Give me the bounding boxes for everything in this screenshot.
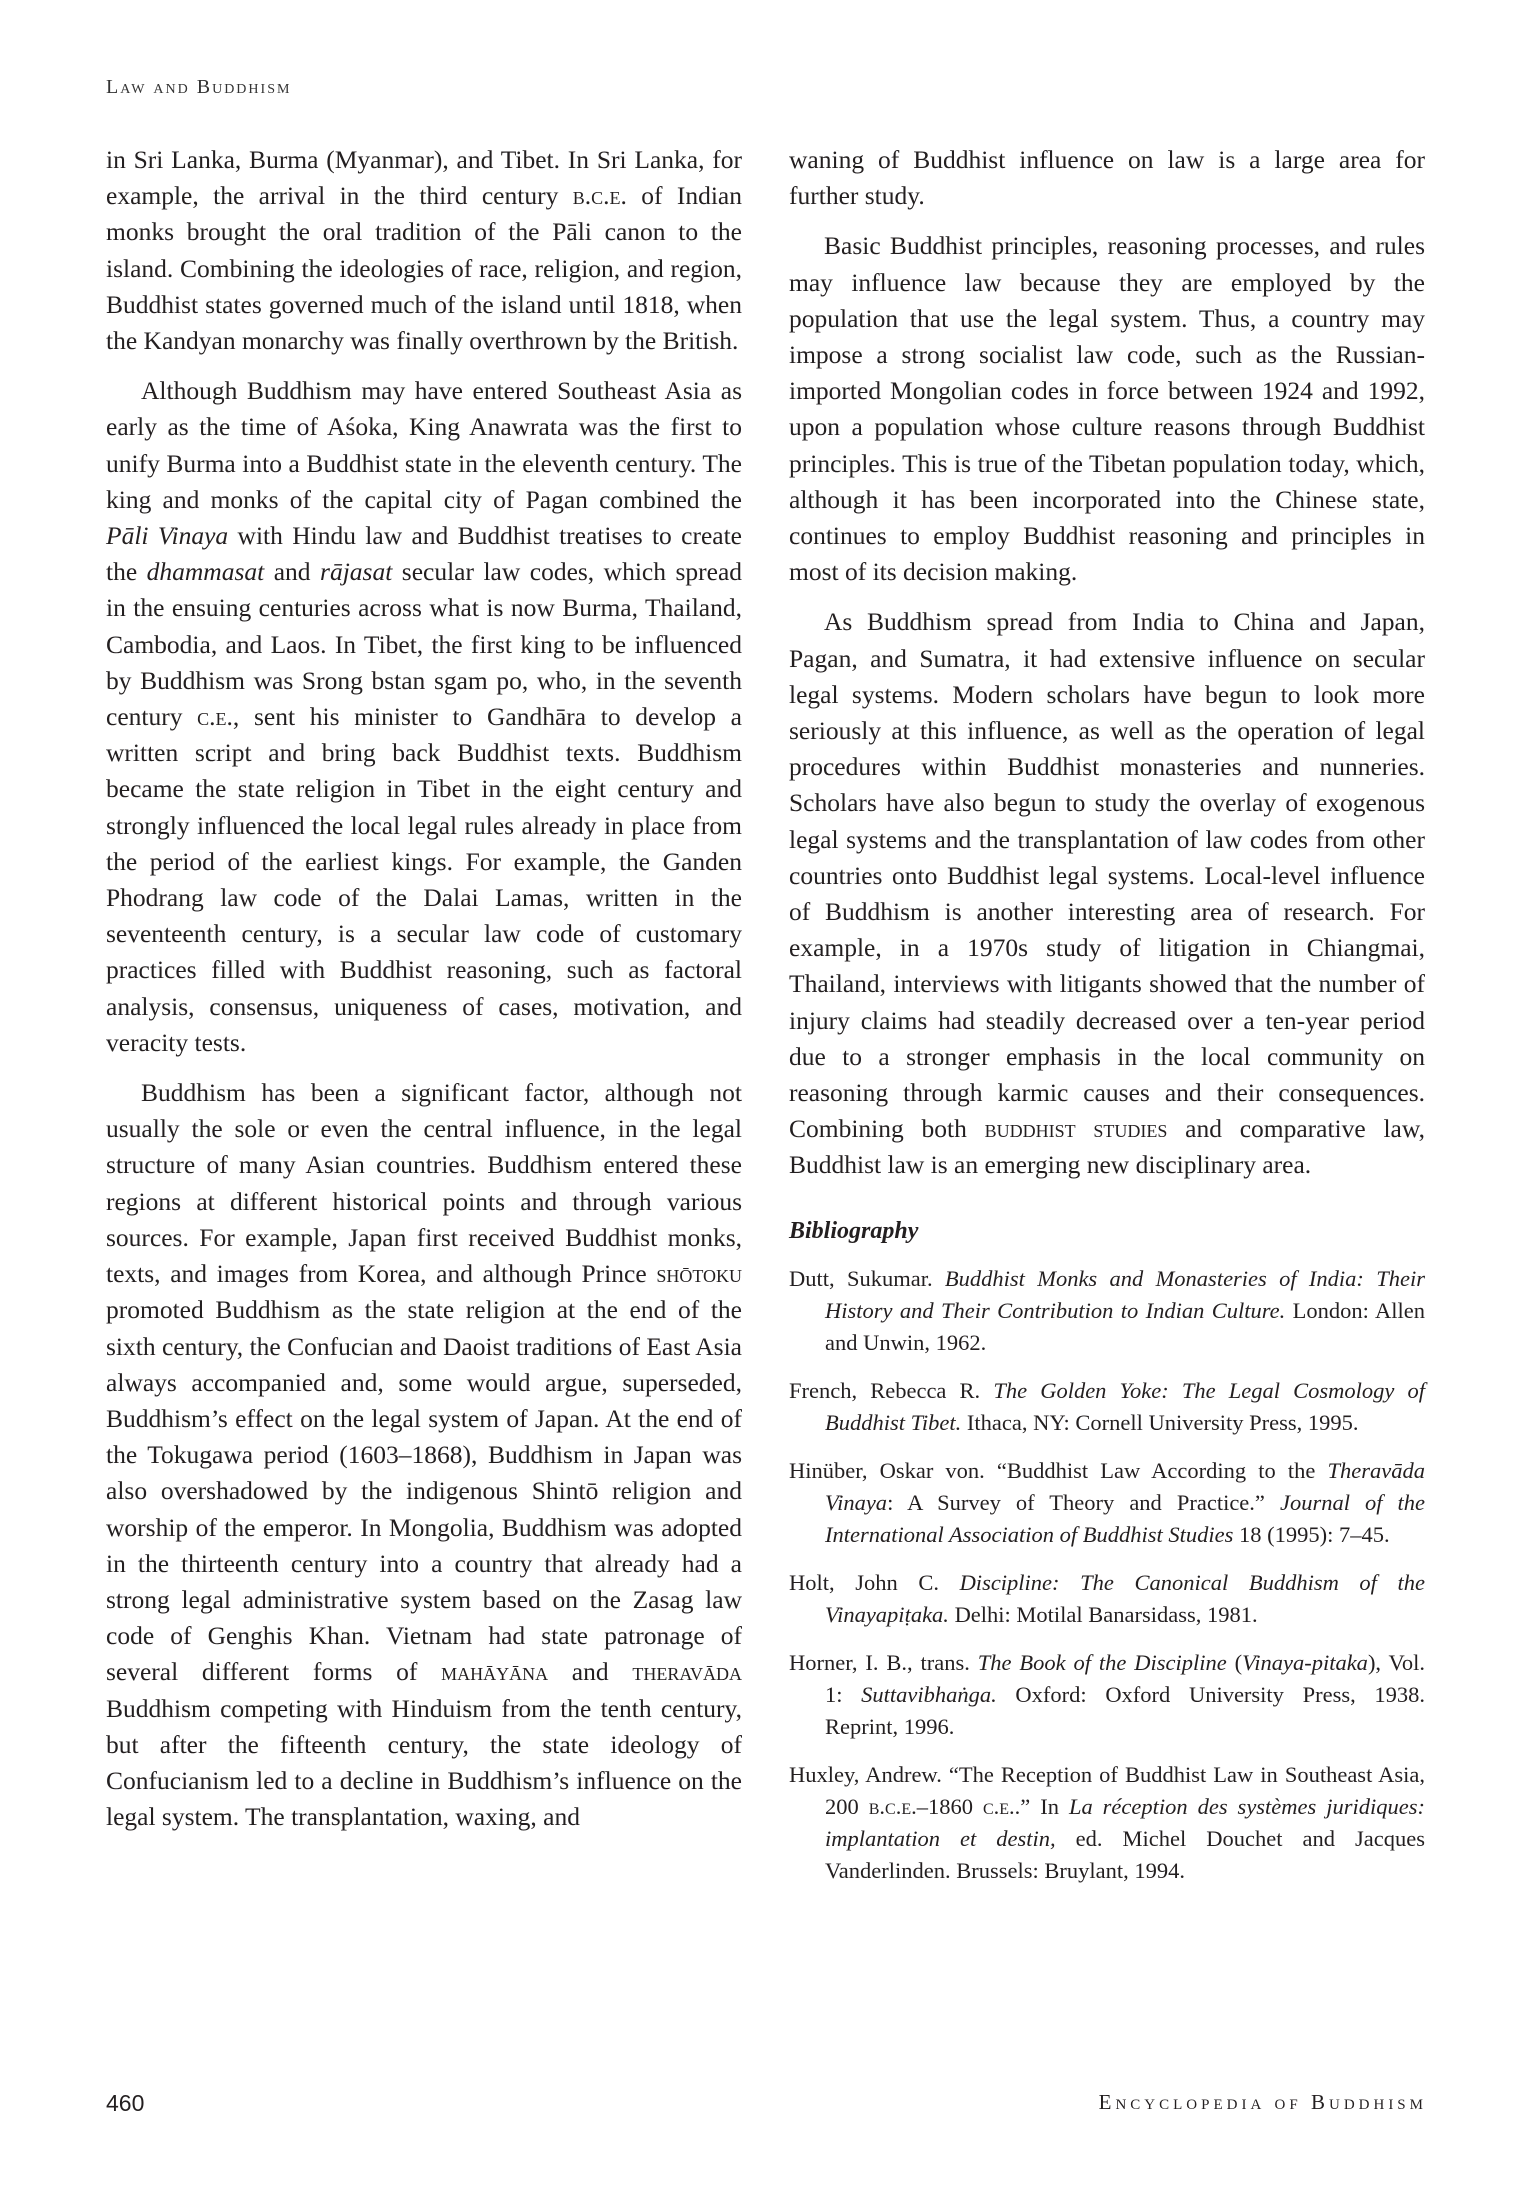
text-run: (: [1226, 1649, 1243, 1675]
text-run: Buddhism competing with Hinduism from the tenth century, but after the fifteenth century, the state ideology of Confucianism led to a decline in Buddhism’s influence on the legal system. The transplantation, waxing, and: [106, 1693, 742, 1832]
text-run: with Hindu law and Buddhist treatises to create the: [106, 521, 742, 587]
bibliography-entry: [789, 1647, 1425, 1743]
italic-text: The Golden Yoke: The Legal Cosmology of Buddhist Tibet.: [825, 1377, 1425, 1435]
text-run: Ithaca, NY: Cornell University Press, 1995.: [961, 1409, 1359, 1435]
text-run: Huxley, Andrew. “The Reception of Buddhist Law in Southeast Asia, 200: [789, 1761, 1425, 1819]
bibliography-entry: [789, 1263, 1425, 1359]
right-column-body: [789, 142, 1425, 1184]
text-run: –1860: [916, 1793, 983, 1819]
italic-text: Pāli Vinaya: [106, 521, 229, 551]
italic-text: The Book of the Discipline: [977, 1649, 1227, 1675]
text-run: Dutt, Sukumar.: [789, 1265, 945, 1291]
text-run: and comparative law, Buddhist law is an emerging new disciplinary area.: [789, 1114, 1425, 1180]
small-caps-text: b.c.e.: [868, 1793, 917, 1819]
paragraph: [789, 228, 1425, 590]
text-run: Oxford: Oxford University Press, 1938. Reprint, 1996.: [825, 1681, 1425, 1739]
text-run: Delhi: Motilal Banarsidass, 1981.: [948, 1601, 1258, 1627]
small-caps-text: c.e.: [982, 1793, 1015, 1819]
text-run: .” In: [1014, 1793, 1069, 1819]
bibliography-heading: Bibliography: [789, 1217, 919, 1244]
text-run: ), Vol. 1:: [825, 1649, 1426, 1707]
italic-text: La réception des systèmes juridiques: implantation et destin,: [825, 1793, 1426, 1851]
text-run: and: [548, 1657, 633, 1687]
paragraph: [789, 604, 1425, 1183]
text-run: Holt, John C.: [789, 1569, 960, 1595]
small-caps-text: buddhist studies: [984, 1114, 1168, 1144]
bibliography-entry: [789, 1455, 1425, 1551]
small-caps-text: b.c.e.: [572, 181, 627, 211]
text-run: , sent his minister to Gandhāra to develop a written script and bring back Buddhist texts. Buddhism became the state religion in Tibet in the eight century and strongly influenced the local legal rules already in place from the period of the earliest kings. For example, the Ganden Phodrang law code of the Dalai Lamas, written in the seventeenth century, is a secular law code of customary practices filled with Buddhist reasoning, such as factoral analysis, consensus, uniqueness of cases, motivation, and veracity tests.: [106, 702, 742, 1057]
text-run: 18 (1995): 7–45.: [1233, 1521, 1390, 1547]
italic-text: Buddhist Monks and Monasteries of India: Their History and Their Contribution to Indian Culture.: [825, 1265, 1425, 1323]
bibliography-entry: [789, 1375, 1425, 1439]
text-run: French, Rebecca R.: [789, 1377, 994, 1403]
small-caps-text: shōtoku: [656, 1259, 742, 1289]
bibliography-list: [789, 1263, 1425, 1887]
italic-text: Journal of the International Association of Buddhist Studies: [825, 1489, 1426, 1547]
paragraph: [106, 373, 742, 1061]
running-head: Law and Buddhism: [106, 76, 292, 98]
italic-text: Discipline: The Canonical Buddhism of the Vinayapiṭaka.: [825, 1569, 1426, 1627]
small-caps-text: c.e.: [197, 702, 233, 732]
text-run: in Sri Lanka, Burma (Myanmar), and Tibet. In Sri Lanka, for example, the arrival in the third century: [106, 145, 742, 211]
text-run: promoted Buddhism as the state religion at the end of the sixth century, the Confucian and Daoist traditions of East Asia always accompanied and, some would argue, superseded, Buddhism’s effect on the legal system of Japan. At the end of the Tokugawa period (1603–1868), Buddhism in Japan was also overshadowed by the indigenous Shintō religion and worship of the emperor. In Mongolia, Buddhism was adopted in the thirteenth century into a country that already had a strong legal administrative system based on the Zasag law code of Genghis Khan. Vietnam had state patronage of several different forms of: [106, 1295, 742, 1687]
text-run: : A Survey of Theory and Practice.”: [887, 1489, 1280, 1515]
footer-book-title: Encyclopedia of Buddhism: [1098, 2090, 1427, 2114]
italic-text: dhammasat: [146, 557, 265, 587]
text-run: Hinüber, Oskar von. “Buddhist Law According to the: [789, 1457, 1328, 1483]
text-run: of Indian monks brought the oral tradition of the Pāli canon to the island. Combining the ideologies of race, religion, and region, Buddhist states governed much of the island until 1818, when the Kandyan monarchy was finally overthrown by the British.: [106, 181, 742, 356]
text-run: and: [264, 557, 321, 587]
text-run: Although Buddhism may have entered Southeast Asia as early as the time of Aśoka, King Anawrata was the first to unify Burma into a Buddhist state in the eleventh century. The king and monks of the capital city of Pagan combined the: [106, 376, 742, 514]
italic-text: rājasat: [320, 557, 393, 587]
text-run: Horner, I. B., trans.: [789, 1649, 978, 1675]
bibliography-entry: [789, 1759, 1425, 1887]
bibliography-entry: [789, 1567, 1425, 1631]
text-run: waning of Buddhist influence on law is a large area for further study.: [789, 145, 1425, 211]
italic-text: Theravāda Vinaya: [825, 1457, 1425, 1515]
text-run: secular law codes, which spread in the ensuing centuries across what is now Burma, Thailand, Cambodia, and Laos. In Tibet, the first king to be influenced by Buddhism was Srong bstan sgam po, who, in the seventh century: [106, 557, 743, 732]
text-run: ed. Michel Douchet and Jacques Vanderlinden. Brussels: Bruylant, 1994.: [825, 1825, 1425, 1883]
paragraph: [789, 142, 1425, 214]
small-caps-text: theravāda: [632, 1657, 742, 1687]
left-column: [106, 142, 742, 1849]
small-caps-text: mahāyāna: [441, 1657, 549, 1687]
page-number: 460: [106, 2090, 145, 2116]
italic-text: Suttavibhaṅga.: [861, 1681, 997, 1707]
paragraph: [106, 142, 742, 359]
text-run: London: Allen and Unwin, 1962.: [825, 1297, 1425, 1355]
italic-text: Vinaya-pitaka: [1242, 1649, 1368, 1675]
paragraph: [106, 1075, 742, 1835]
text-run: As Buddhism spread from India to China and Japan, Pagan, and Sumatra, it had extensive influence on secular legal systems. Modern scholars have begun to look more seriously at this influence, as well as the operation of legal procedures within Buddhist monasteries and nunneries. Scholars have also begun to study the overlay of exogenous legal systems and the transplantation of law codes from other countries onto Buddhist legal systems. Local-level influence of Buddhism is another interesting area of research. For example, in a 1970s study of litigation in Chiangmai, Thailand, interviews with litigants showed that the number of injury claims had steadily decreased over a ten-year period due to a stronger emphasis in the local community on reasoning through karmic causes and their consequences. Combining both: [789, 607, 1425, 1144]
right-column: [789, 142, 1425, 1903]
text-run: Buddhism has been a significant factor, although not usually the sole or even the central influence, in the legal structure of many Asian countries. Buddhism entered these regions at different historical points and through various sources. For example, Japan first received Buddhist monks, texts, and images from Korea, and although Prince: [106, 1078, 742, 1289]
text-run: Basic Buddhist principles, reasoning processes, and rules may influence law because they are employed by the population that use the legal system. Thus, a country may impose a strong socialist law code, such as the Russian-imported Mongolian codes in force between 1924 and 1992, upon a population whose culture reasons through Buddhist principles. This is true of the Tibetan population today, which, although it has been incorporated into the Chinese state, continues to employ Buddhist reasoning and principles in most of its decision making.: [789, 231, 1425, 587]
